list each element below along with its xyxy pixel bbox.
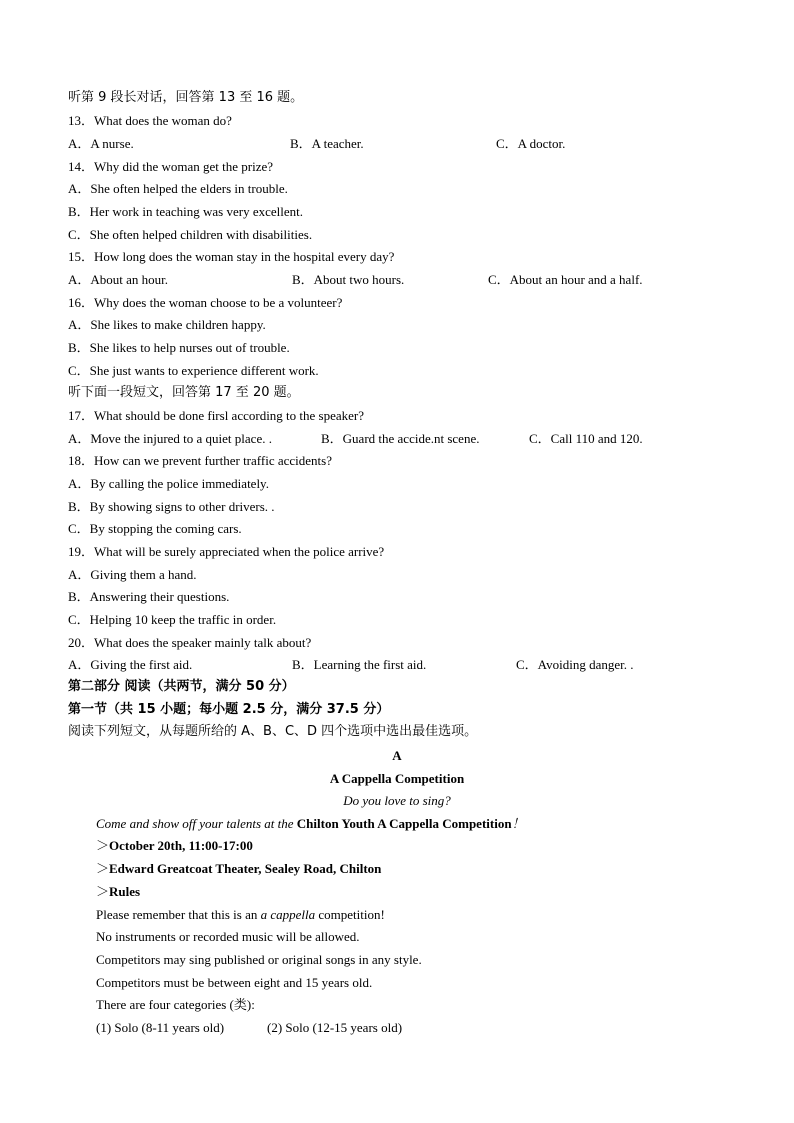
rule-5: There are four categories (类): [96,997,255,1012]
q17-option-c[interactable]: C．Call 110 and 120. [529,431,643,446]
invitation-end: ！ [511,816,525,831]
competition-name: Chilton Youth A Cappella Competition [296,816,512,831]
q19-option-c[interactable]: C．Helping 10 keep the traffic in order. [68,612,277,627]
rule-2: No instruments or recorded music will be allowed. [96,929,360,944]
arrow-bullet-icon: ＞ [96,885,110,900]
q15-option-a[interactable]: A．About an hour. [68,272,169,287]
q19-stem: 19．What will be surely appreciated when the police arrive? [68,544,385,559]
q13-stem: 13．What does the woman do? [68,113,232,128]
listening-part9-intro: 听第 9 段长对话，回答第 13 至 16 题。 [68,90,304,105]
q16-option-b[interactable]: B．She likes to help nurses out of trouble. [68,340,290,355]
q15-option-b[interactable]: B．About two hours. [292,272,405,287]
category-1: (1) Solo (8-11 years old) [96,1020,225,1035]
category-2: (2) Solo (12-15 years old) [267,1020,403,1035]
q18-option-a[interactable]: A．By calling the police immediately. [68,476,269,491]
q19-option-b[interactable]: B．Answering their questions. [68,589,230,604]
q14-option-a[interactable]: A．She often helped the elders in trouble. [68,181,288,196]
q17-option-b[interactable]: B．Guard the accide.nt scene. [321,431,480,446]
q17-stem: 17．What should be done firsl according to the speaker? [68,408,365,423]
arrow-bullet-icon: ＞ [96,862,110,877]
reading-instruction: 阅读下列短文，从每题所给的 A、B、C、D 四个选项中选出最佳选项。 [68,724,478,739]
q16-option-a[interactable]: A．She likes to make children happy. [68,317,266,332]
q13-option-b[interactable]: B．A teacher. [290,136,364,151]
event-venue: Edward Greatcoat Theater, Sealey Road, Chilton [109,861,382,876]
q20-option-b[interactable]: B．Learning the first aid. [292,657,427,672]
rule-1-end: competition! [315,907,385,922]
listening-part10-intro: 听下面一段短文，回答第 17 至 20 题。 [68,385,300,400]
rules-heading-line [96,884,140,901]
q14-option-b[interactable]: B．Her work in teaching was very excellent. [68,204,304,219]
reading-section-title: 第一节（共 15 小题；每小题 2.5 分，满分 37.5 分） [68,702,390,717]
rule-3: Competitors may sing published or original songs in any style. [96,952,422,967]
q14-stem: 14．Why did the woman get the prize? [68,159,274,174]
rule-1 [96,907,385,923]
q17-option-a[interactable]: A．Move the injured to a quiet place. . [68,431,272,446]
q19-option-a[interactable]: A．Giving them a hand. [68,567,197,582]
passage-letter: A [392,748,402,763]
q13-option-a[interactable]: A．A nurse. [68,136,134,151]
invitation-line [96,816,525,832]
arrow-bullet-icon: ＞ [96,839,110,854]
reading-part-title: 第二部分 阅读（共两节，满分 50 分） [68,679,295,694]
rule-4: Competitors must be between eight and 15 years old. [96,975,373,990]
q16-stem: 16．Why does the woman choose to be a volunteer? [68,295,343,310]
q20-stem: 20．What does the speaker mainly talk about? [68,635,312,650]
event-date: October 20th, 11:00-17:00 [109,838,253,853]
q14-option-c[interactable]: C．She often helped children with disabilities. [68,227,313,242]
q15-stem: 15．How long does the woman stay in the hospital every day? [68,249,395,264]
q20-option-a[interactable]: A．Giving the first aid. [68,657,193,672]
invitation-text: Come and show off your talents at the [96,816,297,831]
event-venue-line [96,861,381,878]
rule-1-text: Please remember that this is an [96,907,261,922]
event-date-line [96,838,253,855]
q18-stem: 18．How can we prevent further traffic accidents? [68,453,332,468]
passage-title: A Cappella Competition [329,771,465,786]
q16-option-c[interactable]: C．She just wants to experience different work. [68,363,319,378]
q18-option-c[interactable]: C．By stopping the coming cars. [68,521,242,536]
rule-1-emphasis: a cappella [260,907,316,922]
q20-option-c[interactable]: C．Avoiding danger. . [516,657,634,672]
q13-option-c[interactable]: C．A doctor. [496,136,566,151]
passage-subtitle: Do you love to sing? [343,793,451,808]
q18-option-b[interactable]: B．By showing signs to other drivers. . [68,499,275,514]
rules-heading: Rules [109,884,141,899]
q15-option-c[interactable]: C．About an hour and a half. [488,272,643,287]
